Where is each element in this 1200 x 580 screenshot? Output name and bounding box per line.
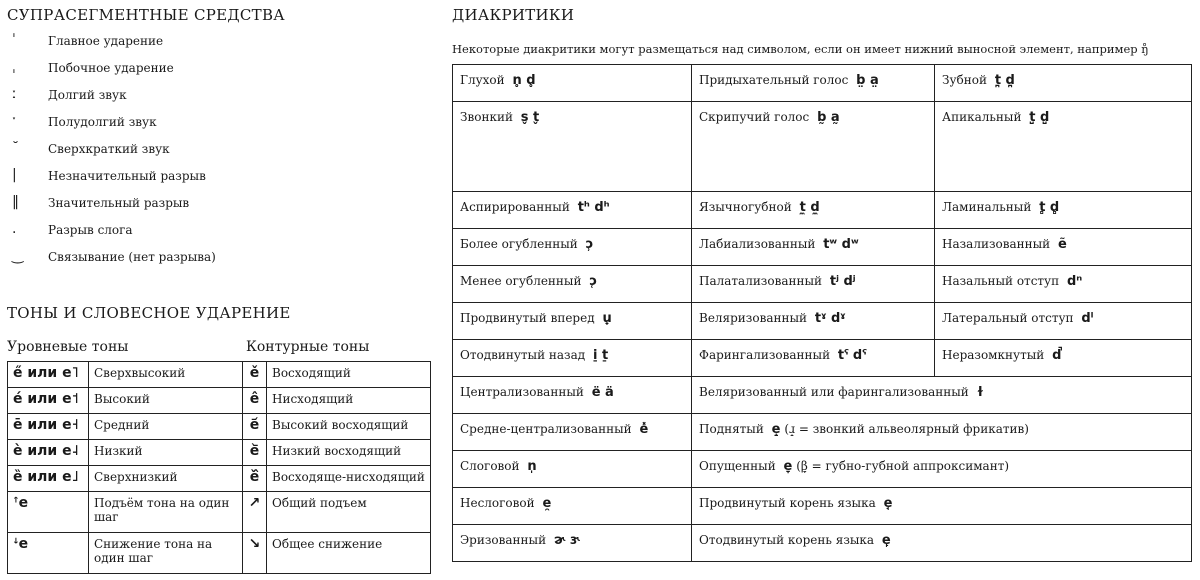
list-item — [8, 222, 408, 249]
table-row — [453, 303, 1192, 340]
contour-symbol: e᷅ — [243, 440, 267, 466]
contour-tones-heading: Контурные тоны — [246, 339, 370, 355]
diacritic-cell — [692, 192, 935, 229]
diacritic-label: Слоговой — [460, 459, 520, 473]
diacritic-cell — [453, 65, 692, 102]
contour-label: Восходящий — [267, 362, 431, 388]
list-item — [8, 168, 408, 195]
diacritic-symbol: tʷ dʷ — [823, 237, 859, 252]
primary-stress-symbol: ˈ — [12, 32, 16, 48]
diacritic-label: Отодвинутый корень языка — [699, 533, 875, 547]
global-rise-arrow-icon: ↗ — [243, 492, 267, 533]
diacritic-label: Фарингализованный — [699, 348, 831, 362]
level-symbol: é или e˦ — [8, 388, 89, 414]
level-symbol: ȅ или e˩ — [8, 466, 89, 492]
list-item-label: Полудолгий звук — [48, 115, 157, 129]
diacritic-label: Глухой — [460, 73, 505, 87]
diacritic-symbol: ɫ — [976, 385, 984, 400]
diacritic-cell — [453, 451, 692, 488]
diacritic-label: Язычногубной — [699, 200, 792, 214]
contour-label: Низкий восходящий — [267, 440, 431, 466]
diacritic-symbol: e̽ — [639, 422, 649, 437]
diacritic-symbol: tʰ dʰ — [577, 200, 610, 215]
table-row — [8, 414, 431, 440]
diacritic-label: Скрипучий голос — [699, 110, 810, 124]
diacritic-symbol: b̤ a̤ — [856, 73, 879, 88]
diacritic-symbol: n̥ d̥ — [512, 73, 536, 88]
diacritic-cell — [453, 414, 692, 451]
diacritic-label: Ламинальный — [942, 200, 1032, 214]
level-symbol: e̋ или e˥ — [8, 362, 89, 388]
diacritic-symbol: e̯ — [542, 496, 552, 511]
diacritic-symbol: t̪ d̪ — [994, 73, 1015, 88]
diacritic-cell — [453, 303, 692, 340]
tones-table — [7, 361, 431, 574]
table-row — [8, 362, 431, 388]
diacritic-cell — [935, 192, 1192, 229]
minor-break-symbol: | — [12, 167, 17, 183]
half-long-symbol: ˑ — [12, 113, 17, 129]
level-label: Снижение тона на один шаг — [89, 533, 243, 574]
list-item — [8, 33, 408, 60]
diacritic-label: Средне-централизованный — [460, 422, 632, 436]
diacritics-note: Некоторые диакритики могут размещаться над символом, если он имеет нижний выносной элемент, например ŋ̊ — [452, 42, 1149, 56]
diacritic-cell — [692, 303, 935, 340]
table-row — [453, 192, 1192, 229]
diacritic-label: Назализованный — [942, 237, 1051, 251]
diacritic-label: Веляризованный или фарингализованный — [699, 385, 969, 399]
diacritic-symbol: ẽ — [1058, 237, 1067, 252]
level-label: Сверхнизкий — [89, 466, 243, 492]
diacritic-label: Более огубленный — [460, 237, 578, 251]
diacritic-label: Латеральный отступ — [942, 311, 1074, 325]
table-row — [453, 65, 1192, 102]
diacritic-label: Зубной — [942, 73, 987, 87]
global-fall-arrow-icon: ↘ — [243, 533, 267, 574]
contour-label: Общий подъем — [267, 492, 431, 533]
diacritic-cell — [453, 377, 692, 414]
long-symbol: ː — [12, 86, 17, 102]
level-tones-heading: Уровневые тоны — [7, 339, 129, 355]
list-item — [8, 195, 408, 222]
table-row — [8, 533, 431, 574]
diacritic-cell — [935, 102, 1192, 192]
diacritic-symbol: e̝ — [771, 422, 781, 437]
diacritic-symbol: ɔ̜ — [589, 274, 598, 289]
diacritic-cell — [935, 340, 1192, 377]
list-item — [8, 114, 408, 141]
diacritic-symbol: ɚ ɝ — [553, 533, 581, 548]
list-item — [8, 87, 408, 114]
diacritic-label: Опущенный — [699, 459, 776, 473]
table-row — [453, 229, 1192, 266]
table-row — [453, 266, 1192, 303]
extra-short-symbol: ˘ — [12, 140, 19, 156]
table-row — [453, 340, 1192, 377]
table-row — [453, 488, 1192, 525]
diacritic-cell — [935, 229, 1192, 266]
diacritic-label: Аспирированный — [460, 200, 570, 214]
diacritic-symbol: t̺ d̺ — [1029, 110, 1050, 125]
diacritic-symbol: t̼ d̼ — [799, 200, 820, 215]
diacritic-symbol: tʲ dʲ — [829, 274, 856, 289]
list-item-label: Разрыв слога — [48, 223, 133, 237]
diacritic-cell — [692, 65, 935, 102]
list-item-label: Незначительный разрыв — [48, 169, 206, 183]
table-row — [8, 440, 431, 466]
diacritic-symbol: dˡ — [1081, 311, 1094, 326]
table-row — [453, 525, 1192, 562]
level-label: Сверхвысокий — [89, 362, 243, 388]
contour-label: Нисходящий — [267, 388, 431, 414]
diacritic-cell — [692, 451, 1192, 488]
table-row — [8, 388, 431, 414]
table-row — [8, 492, 431, 533]
diacritic-symbol: n̩ — [527, 459, 537, 474]
diacritic-label: Продвинутый вперед — [460, 311, 595, 325]
diacritic-label: Менее огубленный — [460, 274, 582, 288]
level-symbol: ꜜe — [8, 533, 89, 574]
table-row — [453, 414, 1192, 451]
diacritic-cell — [935, 303, 1192, 340]
diacritic-symbol: i̠ t̠ — [592, 348, 609, 363]
table-row — [8, 466, 431, 492]
diacritic-cell — [453, 488, 692, 525]
list-item-label: Долгий звук — [48, 88, 127, 102]
list-item-label: Побочное ударение — [48, 61, 174, 75]
diacritic-cell — [453, 266, 692, 303]
list-item-label: Связывание (нет разрыва) — [48, 250, 216, 264]
suprasegmentals-title: СУПРАСЕГМЕНТНЫЕ СРЕДСТВА — [7, 6, 285, 24]
table-row — [453, 377, 1192, 414]
tones-title: ТОНЫ И СЛОВЕСНОЕ УДАРЕНИЕ — [7, 304, 291, 322]
diacritic-label: Неразомкнутый — [942, 348, 1045, 362]
level-label: Подъём тона на один шаг — [89, 492, 243, 533]
diacritic-cell — [692, 229, 935, 266]
contour-label: Высокий восходящий — [267, 414, 431, 440]
diacritic-cell — [453, 229, 692, 266]
diacritic-cell — [453, 102, 692, 192]
diacritic-label: Придыхательный голос — [699, 73, 849, 87]
diacritic-symbol: t̻ d̻ — [1039, 200, 1060, 215]
table-row — [453, 451, 1192, 488]
diacritic-label: Централизованный — [460, 385, 584, 399]
diacritic-cell — [453, 525, 692, 562]
diacritic-symbol: dⁿ — [1066, 274, 1083, 289]
diacritic-cell — [935, 65, 1192, 102]
diacritic-symbol: b̰ a̰ — [817, 110, 840, 125]
list-item — [8, 249, 408, 276]
diacritic-symbol: e̞ — [783, 459, 793, 474]
diacritic-cell — [692, 266, 935, 303]
level-label: Высокий — [89, 388, 243, 414]
contour-label: Общее снижение — [267, 533, 431, 574]
contour-symbol: e᷈ — [243, 466, 267, 492]
diacritic-note: (β̞ = губно-губной аппроксимант) — [796, 459, 1010, 473]
diacritics-title: ДИАКРИТИКИ — [452, 6, 575, 24]
level-label: Средний — [89, 414, 243, 440]
linking-symbol: ‿ — [12, 248, 24, 264]
diacritic-symbol: u̟ — [602, 311, 612, 326]
contour-label: Восходяще-нисходящий — [267, 466, 431, 492]
level-label: Низкий — [89, 440, 243, 466]
diacritic-label: Неслоговой — [460, 496, 535, 510]
suprasegmentals-list — [8, 33, 408, 276]
diacritic-symbol: ɔ̹ — [585, 237, 594, 252]
diacritic-label: Палатализованный — [699, 274, 823, 288]
major-break-symbol: ‖ — [12, 194, 19, 210]
diacritic-label: Назальный отступ — [942, 274, 1060, 288]
diacritic-cell — [692, 102, 935, 192]
diacritic-symbol: ë ä — [591, 385, 614, 400]
level-symbol: ꜛe — [8, 492, 89, 533]
diacritic-label: Звонкий — [460, 110, 513, 124]
diacritic-label: Веляризованный — [699, 311, 808, 325]
diacritic-cell — [935, 266, 1192, 303]
diacritic-cell — [692, 525, 1192, 562]
list-item — [8, 141, 408, 168]
list-item-label: Главное ударение — [48, 34, 164, 48]
contour-symbol: e᷄ — [243, 414, 267, 440]
level-symbol: è или e˨ — [8, 440, 89, 466]
diacritic-cell — [453, 192, 692, 229]
diacritic-note: (ɹ̝ = звонкий альвеолярный фрикатив) — [784, 422, 1029, 436]
diacritic-cell — [692, 377, 1192, 414]
secondary-stress-symbol: ˌ — [12, 59, 16, 75]
diacritic-symbol: d̚ — [1052, 348, 1062, 363]
diacritic-cell — [453, 340, 692, 377]
diacritic-label: Поднятый — [699, 422, 764, 436]
diacritic-label: Лабиализованный — [699, 237, 816, 251]
contour-symbol: ě — [243, 362, 267, 388]
diacritic-label: Апикальный — [942, 110, 1022, 124]
diacritic-cell — [692, 414, 1192, 451]
level-symbol: ē или e˧ — [8, 414, 89, 440]
diacritic-symbol: e̙ — [881, 533, 891, 548]
table-row — [453, 102, 1192, 192]
diacritic-symbol: tˠ dˠ — [814, 311, 846, 326]
diacritic-cell — [692, 340, 935, 377]
diacritic-label: Отодвинутый назад — [460, 348, 586, 362]
diacritic-symbol: e̘ — [883, 496, 893, 511]
syllable-break-symbol: . — [12, 221, 17, 237]
diacritic-symbol: s̬ t̬ — [520, 110, 540, 125]
diacritic-symbol: tˤ dˤ — [837, 348, 867, 363]
diacritic-cell — [692, 488, 1192, 525]
diacritic-label: Эризованный — [460, 533, 547, 547]
list-item — [8, 60, 408, 87]
list-item-label: Значительный разрыв — [48, 196, 190, 210]
contour-symbol: ê — [243, 388, 267, 414]
diacritic-label: Продвинутый корень языка — [699, 496, 876, 510]
diacritics-table — [452, 64, 1192, 562]
list-item-label: Сверхкраткий звук — [48, 142, 170, 156]
